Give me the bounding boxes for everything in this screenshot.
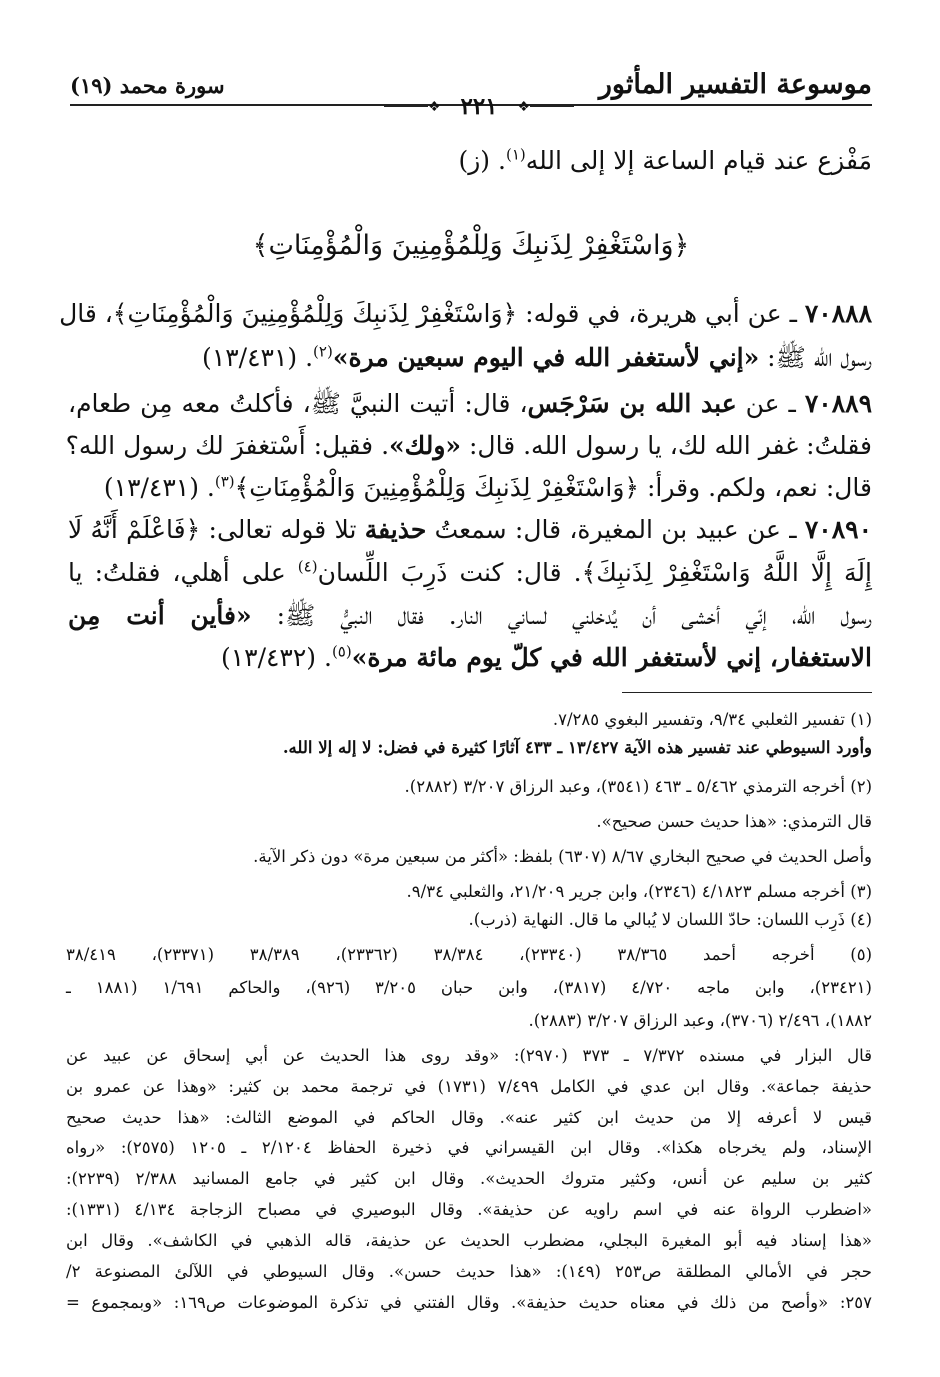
footnote-ref: (٢)	[313, 342, 333, 361]
footnote-line: وأصل الحديث في صحيح البخاري ٨/٦٧ (٦٣٠٧) بلفظ: «أكثر من سبعين مرة» دون ذكر الآية.	[253, 847, 872, 866]
footnote-line: ١٨٨٢)، ٢/٤٩٦ (٣٧٠٦)، وعبد الرزاق ٣/٢٠٧ (٢٨٨٣).	[528, 1011, 872, 1030]
ornament-right-icon: ❖	[517, 99, 530, 115]
hadith-text: «ولك»	[389, 431, 462, 460]
footnote-ref: (٤)	[297, 557, 318, 576]
volume-ref: . (١٣/٤٣١)	[103, 473, 215, 502]
ornament-line-left	[384, 106, 428, 107]
hadith-text: الاستغفار، إني لأستغفر الله في كلّ يوم مائة مرة»	[351, 643, 872, 672]
entry-70888-line-2	[68, 340, 872, 376]
footnote-separator	[622, 692, 872, 693]
footnote-line: قال الترمذي: «هذا حديث حسن صحيح».	[596, 812, 872, 831]
footnote-line: «هذا إسناد فيه أبو المغيرة البجلي، مضطرب الحديث عن حذيفة، قاله الذهبي في الكاشف». وقال ابن	[66, 1231, 872, 1250]
ornament-line-right	[530, 106, 574, 107]
volume-ref: . (١٣/٤٣٢)	[220, 643, 332, 672]
entry-70889-line-1	[68, 386, 872, 422]
footnote-line: (٤) ذَرِب اللسان: حادّ اللسان لا يُبالي ما قال. النهاية (ذرب).	[468, 910, 872, 929]
footnote-line: (١) تفسير الثعلبي ٩/٣٤، وتفسير البغوي ٧/٢٨٥.	[552, 710, 872, 729]
hadith-text: «فأين أنت مِن	[68, 601, 252, 630]
page-number: ٢٢١	[460, 93, 498, 120]
footnote-line: (٢٣٤٢١)، وابن ماجه ٤/٧٢٠ (٣٨١٧)، وابن حبان ٣/٢٠٥ (٩٢٦)، والحاكم ١/٦٩١ (١٨٨١ ـ	[66, 978, 872, 997]
intro-text: مَفْزع عند قيام الساعة إلا إلى الله	[525, 146, 872, 175]
entry-text: ـ عن	[736, 389, 796, 418]
entry-text: ـ عن عبيد بن المغيرة، قال: سمعتُ	[426, 515, 797, 544]
entry-70890-line-2	[68, 555, 872, 591]
footnote-ref: (١)	[505, 145, 526, 164]
footnote-line: (٥) أخرجه أحمد ٣٨/٣٦٥ (٢٣٣٤٠)، ٣٨/٣٨٤ (٢٣٣٦٢)، ٣٨/٣٨٩ (٢٣٣٧١)، ٣٨/٤١٩	[66, 945, 873, 964]
footnote-line: (٢) أخرجه الترمذي ٥/٤٦٢ ـ ٤٦٣ (٣٥٤١)، وعبد الرزاق ٣/٢٠٧ (٢٨٨٢).	[404, 777, 872, 796]
footnote-line: حذيفة جماعة». وقال ابن عدي في الكامل ٧/٤٩٩ (١٧٣١) في ترجمة محمد بن كثير: «وهذا عن عمرو بن	[66, 1077, 872, 1096]
intro-line	[68, 143, 872, 179]
entry-70890-line-4	[68, 640, 872, 676]
book-title: موسوعة التفسير المأثور	[598, 69, 872, 100]
entry-text: رسول الله، إنّي أخشى أن يُدخلني لساني النار. فقال النبيُّ ﷺ:	[251, 601, 873, 630]
footnote-line: وأورد السيوطي عند تفسير هذه الآية ١٣/٤٢٧ ـ ٤٣٣ آثارًا كثيرة في فضل: لا إله إلا الله.	[282, 738, 872, 757]
entry-text: تلا قوله تعالى: ﴿فَاعْلَمْ أَنَّهُ لَا	[68, 515, 365, 544]
volume-ref: . (١٣/٤٣١)	[202, 343, 314, 372]
page-number-ornament	[384, 92, 574, 122]
entry-70890-line-1	[68, 512, 872, 548]
footnote-line: «اضطرب الرواة عنه في اسم راويه عن حذيفة». وقال البوصيري في مصباح الزجاجة ٤/١٣٤ (١٣٣١):	[66, 1200, 872, 1219]
entry-text: إِلَهَ إِلَّا اللَّهُ وَاسْتَغْفِرْ لِذَنبِكَ﴾. قال: كنت ذَرِبَ اللِّسان	[317, 558, 872, 587]
footnote-line: قيس لا أعرفه إلا من حديث ابن كثير عنه». وقال الحاكم في الموضع الثالث: «هذا حديث صحيح	[66, 1108, 872, 1127]
entry-text: . فقيل: أَسْتغفرَ لك رسول الله؟	[65, 431, 390, 460]
entry-text: قال: نعم، ولكم. وقرأ: ﴿وَاسْتَغْفِرْ لِذَنبِكَ وَلِلْمُؤْمِنِينَ وَالْمُؤْمِنَاتِ﴾	[234, 473, 872, 502]
entry-text: ، قال: أتيت النبيَّ ﷺ، فأكلتُ معه مِن طعام،	[68, 389, 528, 418]
footnote-line: كثير بن سليم عن أنس، وكثير متروك الحديث». وقال ابن كثير في جامع المسانيد ٢/٣٨٨ (٢٢٣٩):	[66, 1169, 872, 1188]
entry-number: ٧٠٨٨٨	[804, 299, 872, 328]
entry-70889-line-3	[68, 470, 872, 506]
narrator-name: حذيفة	[364, 515, 427, 544]
narrator-name: عبد الله بن سَرْجَس	[527, 389, 737, 418]
footnote-ref: (٥)	[331, 642, 352, 661]
surah-label: سورة محمد (١٩)	[70, 73, 225, 98]
footnote-line: (٣) أخرجه مسلم ٤/١٨٢٣ (٢٣٤٦)، وابن جرير ٢١/٢٠٩، والثعلبي ٩/٣٤.	[406, 882, 872, 901]
intro-tail: . (ز)	[458, 146, 506, 175]
footnote-line: الإسناد، ولم يخرجاه هكذا». وقال ابن القيسراني في ذخيرة الحفاظ ٢/١٢٠٤ ـ ١٢٠٥ (٢٥٧٥): «رواه	[66, 1138, 872, 1157]
footnote-ref: (٣)	[214, 472, 235, 491]
entry-text: ـ عن أبي هريرة، في قوله: ﴿وَاسْتَغْفِرْ لِذَنبِكَ وَلِلْمُؤْمِنِينَ وَالْمُؤْمِنَاتِ﴾، قال	[59, 299, 797, 328]
verse-heading: ﴿وَاسْتَغْفِرْ لِذَنبِكَ وَلِلْمُؤْمِنِينَ وَالْمُؤْمِنَاتِ﴾	[252, 230, 690, 261]
hadith-text: «إني لأستغفر الله في اليوم سبعين مرة»	[332, 343, 760, 372]
entry-70890-line-3	[68, 598, 872, 634]
entry-70888-line-1	[59, 296, 872, 332]
entry-text: على أهلي، فقلتُ: يا	[68, 558, 298, 587]
entry-number: ٧٠٨٨٩	[804, 389, 873, 418]
ornament-left-icon: ❖	[428, 99, 441, 115]
entry-number: ٧٠٨٩٠	[804, 515, 872, 544]
entry-text: رسول الله ﷺ:	[759, 343, 872, 372]
entry-70889-line-2	[65, 428, 872, 464]
footnote-line: ٢٥٧: «وأصح من ذلك في معناه حديث حذيفة». وقال الفتني في تذكرة الموضوعات ص١٦٩: «وبمجموع =	[66, 1293, 872, 1312]
entry-text: فقلتُ: غفر الله لك، يا رسول الله. قال:	[461, 431, 872, 460]
footnote-line: قال البزار في مسنده ٧/٣٧٢ ـ ٣٧٣ (٢٩٧٠): «وقد روى هذا الحديث عن أبي إسحاق عن عبيد عن	[66, 1046, 872, 1065]
footnote-line: حجر في الأمالي المطلقة ص٢٥٣ (١٤٩): «هذا حديث حسن». وقال السيوطي في اللآلئ المصنوعة ٢/	[66, 1262, 872, 1281]
